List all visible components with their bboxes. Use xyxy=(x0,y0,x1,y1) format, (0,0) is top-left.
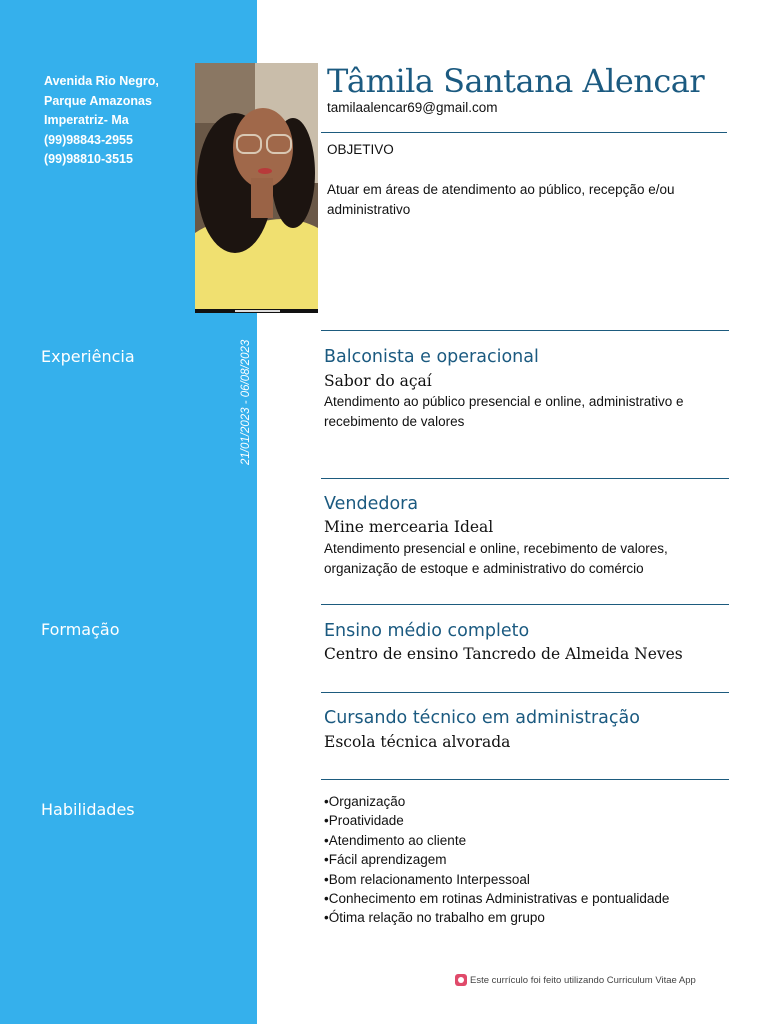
address-line-1: Avenida Rio Negro, xyxy=(44,74,159,88)
objective-text: Atuar em áreas de atendimento ao público, recepção e/ou administrativo xyxy=(327,182,675,217)
skill-item: • Fácil aprendizagem xyxy=(324,850,669,869)
phone-2: (99)98810-3515 xyxy=(44,152,133,166)
skill-item: • Ótima relação no trabalho em grupo xyxy=(324,908,669,927)
skill-item: • Proatividade xyxy=(324,811,669,830)
job-description: Atendimento ao público presencial e online, administrativo e recebimento de valores xyxy=(324,394,684,429)
job-description: Atendimento presencial e online, recebimento de valores, organização de estoque e administrativo do comércio xyxy=(324,541,668,576)
divider xyxy=(321,692,729,693)
email: tamilaalencar69@gmail.com xyxy=(327,100,498,115)
objective-title: OBJETIVO xyxy=(327,142,394,157)
skill-item: • Organização xyxy=(324,792,669,811)
job-employer: Sabor do açaí xyxy=(324,372,432,390)
address-line-2: Parque Amazonas xyxy=(44,93,152,108)
divider xyxy=(321,779,729,780)
education-school: Centro de ensino Tancredo de Almeida Neves xyxy=(324,645,683,663)
phone-1: (99)98843-2955 xyxy=(44,132,133,147)
footer-credit xyxy=(455,974,696,986)
education-title: Ensino médio completo xyxy=(324,621,530,641)
address-city: Imperatriz- Ma xyxy=(44,113,129,127)
skill-item: • Bom relacionamento Interpessoal xyxy=(324,870,669,889)
job-title: Vendedora xyxy=(324,494,419,514)
education-title: Cursando técnico em administração xyxy=(324,708,640,728)
skill-item: • Conhecimento em rotinas Administrativas e pontualidade xyxy=(324,889,669,908)
app-logo-icon xyxy=(455,974,467,986)
section-experience-label: Experiência xyxy=(41,347,135,366)
section-education-label: Formação xyxy=(41,620,120,639)
skills-list xyxy=(324,792,669,928)
skill-item: • Atendimento ao cliente xyxy=(324,831,669,850)
divider xyxy=(321,478,729,479)
divider xyxy=(321,132,727,133)
profile-photo xyxy=(195,63,318,313)
job-employer: Mine mercearia Ideal xyxy=(324,518,494,536)
candidate-name: Tâmila Santana Alencar xyxy=(327,62,705,100)
experience-dates: 21/01/2023 - 06/08/2023 xyxy=(240,339,252,465)
job-title: Balconista e operacional xyxy=(324,347,539,367)
divider xyxy=(321,604,729,605)
education-school: Escola técnica alvorada xyxy=(324,733,511,751)
section-skills-label: Habilidades xyxy=(41,800,135,819)
contact-info xyxy=(44,72,159,170)
footer-text: Este currículo foi feito utilizando Curriculum Vitae App xyxy=(470,974,696,986)
divider xyxy=(321,330,729,331)
